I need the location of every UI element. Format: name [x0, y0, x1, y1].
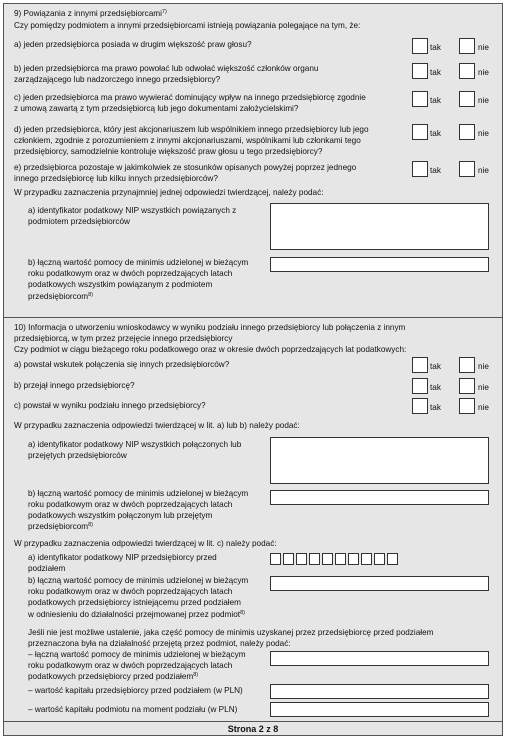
checkbox-9c-tak[interactable] — [412, 91, 428, 107]
checkbox-9a-tak[interactable] — [412, 38, 428, 54]
split-a-line2: roku podatkowym oraz w dwóch poprzedzających latach — [28, 661, 233, 670]
nie-label: nie — [478, 166, 489, 175]
deminimis-merged-input[interactable] — [270, 490, 489, 505]
field-9b-label-line4: przedsiębiorcom$^{8)}$ — [28, 292, 93, 301]
question-9b-line2: zarządzającego lub nadzorczego innego przedsiębiorcy? — [14, 75, 221, 84]
checkbox-10c-tak[interactable] — [412, 398, 428, 414]
field-9b-label-line3: podatkowych wszystkim powiązanym z podmiotem — [28, 280, 213, 289]
question-10c: c) powstał w wyniku podziału innego przedsiębiorcy? — [14, 401, 206, 410]
instruction-c: W przypadku zaznaczenia odpowiedzi twierdzącej w lit. c) należy podać: — [14, 539, 277, 548]
section-10-title-line2: przedsiębiorcą, w tym przez przejęcie innego przedsiębiorcy — [14, 334, 233, 343]
split-a-line1: – łączną wartość pomocy de minimis udzielonej w bieżącym — [28, 650, 246, 659]
tak-label: tak — [430, 68, 441, 77]
capital-before-split-input[interactable] — [270, 684, 489, 699]
checkbox-10c-nie[interactable] — [459, 398, 475, 414]
checkbox-9c-nie[interactable] — [459, 91, 475, 107]
section-10 — [4, 317, 502, 722]
deminimis-before-split-input[interactable] — [270, 651, 489, 666]
question-9d-line1: d) jeden przedsiębiorca, który jest akcjonariuszem lub wspólnikiem innego przedsiębiorcy lub jego — [14, 125, 369, 134]
nie-label: nie — [478, 403, 489, 412]
split-b-label: – wartość kapitału przedsiębiorcy przed podziałem (w PLN) — [28, 686, 243, 695]
field-9b-label-line1: b) łączną wartość pomocy de minimis udzielonej w bieżącym — [28, 258, 249, 267]
question-10a: a) powstał wskutek połączenia się innych przedsiębiorców? — [14, 360, 230, 369]
checkbox-10a-tak[interactable] — [412, 357, 428, 373]
question-9e-line1: e) przedsiębiorca pozostaje w jakimkolwiek ze stosunków opisanych powyżej poprzez jednego — [14, 163, 357, 172]
field-9a-label-line1: a) identyfikator podatkowy NIP wszystkich powiązanych z — [28, 206, 237, 215]
checkbox-9d-tak[interactable] — [412, 124, 428, 140]
split-a-line3: podatkowych przedsiębiorcy przed podziałem$^{8)}$ — [28, 672, 199, 681]
split-intro-line1: Jeśli nie jest możliwe ustalenie, jaka część pomocy de minimis uzyskanej przez przedsiębiorcę przed podziałem — [28, 628, 434, 637]
section-10-question: Czy podmiot w ciągu bieżącego roku podatkowego oraz w okresie dwóch poprzedzających lat podatkowych: — [14, 345, 407, 354]
nip-related-input[interactable] — [270, 203, 489, 250]
question-10b: b) przejął innego przedsiębiorcę? — [14, 381, 135, 390]
nie-label: nie — [478, 383, 489, 392]
question-9c-line2: z umową zawartą z tym przedsiębiorcą lub jego dokumentami założycielskimi? — [14, 104, 299, 113]
section-9-question: Czy pomiędzy podmiotem a innymi przedsiębiorcami istnieją powiązania polegające na tym, że: — [14, 21, 361, 30]
field-ab-b-line3: podatkowych wszystkim połączonym lub przejętym — [28, 511, 213, 520]
question-9a: a) jeden przedsiębiorca posiada w drugim większość praw głosu? — [14, 40, 252, 49]
field-c-b-line4: w odniesieniu do działalności przejmowanej przez podmiot$^{8)}$ — [28, 610, 245, 619]
tak-label: tak — [430, 43, 441, 52]
field-ab-b-line2: roku podatkowym oraz w dwóch poprzedzających latach — [28, 500, 233, 509]
form-page — [3, 3, 503, 736]
checkbox-10b-nie[interactable] — [459, 378, 475, 394]
checkbox-9a-nie[interactable] — [459, 38, 475, 54]
field-c-b-line2: roku podatkowym oraz w dwóch poprzedzających latach — [28, 587, 233, 596]
question-9c-line1: c) jeden przedsiębiorca ma prawo wywierać dominujący wpływ na innego przedsiębiorcę zgodnie — [14, 93, 366, 102]
field-ab-a-line1: a) identyfikator podatkowy NIP wszystkich połączonych lub — [28, 440, 242, 449]
nip-digits-input[interactable] — [270, 553, 400, 565]
field-c-b-line1: b) łączną wartość pomocy de minimis udzielonej w bieżącym — [28, 576, 249, 585]
deminimis-related-input[interactable] — [270, 257, 489, 272]
field-c-a-line1: a) identyfikator podatkowy NIP przedsiębiorcy przed — [28, 553, 217, 562]
section-9 — [4, 4, 502, 318]
section-9-title: 9) Powiązania z innymi przedsiębiorcami$^{7)}$ — [14, 9, 167, 18]
section-9-instruction: W przypadku zaznaczenia przynajmniej jednej odpowiedzi twierdzącej, należy podać: — [14, 188, 324, 197]
tak-label: tak — [430, 96, 441, 105]
tak-label: tak — [430, 166, 441, 175]
tak-label: tak — [430, 383, 441, 392]
split-intro-line2: przeznaczona była na działalność przejętą przez podmiot, należy podać: — [28, 639, 291, 648]
page-footer: Strona 2 z 8 — [227, 724, 279, 734]
checkbox-9d-nie[interactable] — [459, 124, 475, 140]
section-10-title-line1: 10) Informacja o utworzeniu wnioskodawcy w wyniku podziału innego przedsiębiorcy lub połączenia z innym — [14, 323, 406, 332]
question-9e-line2: innego przedsiębiorcę lub kilku innych przedsiębiorców? — [14, 174, 218, 183]
capital-at-split-input[interactable] — [270, 702, 489, 717]
nie-label: nie — [478, 96, 489, 105]
checkbox-9e-nie[interactable] — [459, 161, 475, 177]
checkbox-10a-nie[interactable] — [459, 357, 475, 373]
tak-label: tak — [430, 129, 441, 138]
tak-label: tak — [430, 362, 441, 371]
field-9b-label-line2: roku podatkowym oraz w dwóch poprzedzających latach — [28, 269, 233, 278]
nie-label: nie — [478, 129, 489, 138]
nie-label: nie — [478, 43, 489, 52]
question-9d-line3: przedsiębiorcy, samodzielnie kontroluje większość praw głosu u tego przedsiębiorcy? — [14, 147, 323, 156]
nip-merged-input[interactable] — [270, 437, 489, 484]
field-9a-label-line2: podmiotem przedsiębiorców — [28, 217, 130, 226]
checkbox-10b-tak[interactable] — [412, 378, 428, 394]
nie-label: nie — [478, 362, 489, 371]
field-ab-b-line1: b) łączną wartość pomocy de minimis udzielonej w bieżącym — [28, 489, 249, 498]
split-c-label: – wartość kapitału podmiotu na moment podziału (w PLN) — [28, 705, 238, 714]
nie-label: nie — [478, 68, 489, 77]
question-9d-line2: członkiem, zgodnie z porozumieniem z innymi akcjonariuszami, wspólnikami lub członkami tego — [14, 136, 361, 145]
checkbox-9b-tak[interactable] — [412, 63, 428, 79]
instruction-ab: W przypadku zaznaczenia odpowiedzi twierdzącej w lit. a) lub b) należy podać: — [14, 421, 300, 430]
checkbox-9e-tak[interactable] — [412, 161, 428, 177]
checkbox-9b-nie[interactable] — [459, 63, 475, 79]
field-c-a-line2: podziałem — [28, 564, 66, 573]
field-ab-b-line4: przedsiębiorcom$^{8)}$ — [28, 522, 93, 531]
tak-label: tak — [430, 403, 441, 412]
deminimis-split-input[interactable] — [270, 576, 489, 591]
field-ab-a-line2: przejętych przedsiębiorców — [28, 451, 127, 460]
question-9b-line1: b) jeden przedsiębiorca ma prawo powołać lub odwołać większość członków organu — [14, 64, 319, 73]
field-c-b-line3: podatkowych przedsiębiorcy istniejącemu przed podziałem — [28, 598, 241, 607]
